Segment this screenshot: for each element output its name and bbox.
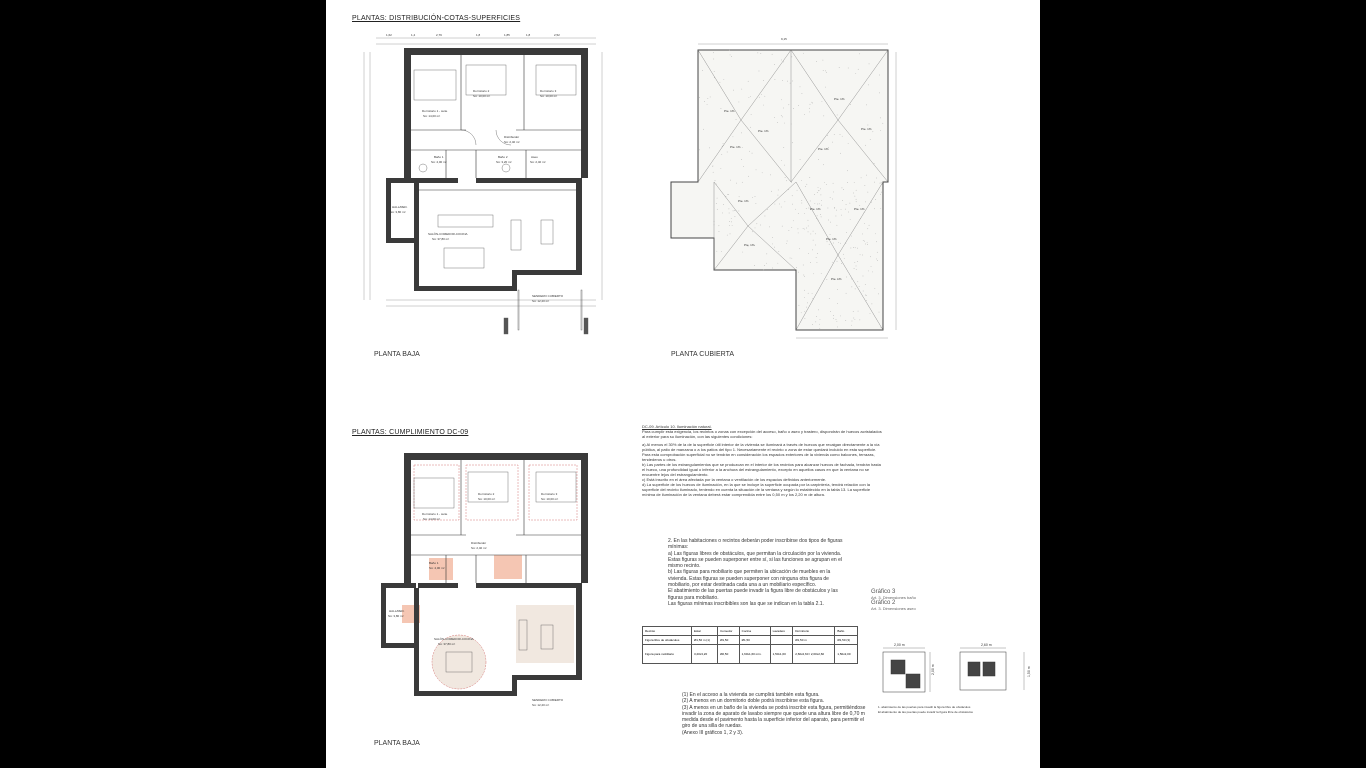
dc09-para: Para cumplir esta exigencia, los recintos o zonas con excepción del acceso, baño o aseo y trastero, dispondrán de huecos acristalados al exterior para su iluminación, con las siguientes condiciones: xyxy=(642,429,882,439)
room-area: Sú: 3,80 m² xyxy=(390,210,406,214)
room-area: Sú: 2,40 m² xyxy=(530,160,546,164)
figures-table: Recinto Estar Comedor Cocina Lavadero Dormitorio Baño Figura libre de obstáculos Ø1,50 m (1) Ø1,50 Ø1,50 Ø1,50 m Ø1,50 (3) Figura para mobiliario 3,20x3,20 Ø2,50 1,60x1,60 mín. 1,50x1,60 2,60x2,60 / 2,00x2,60 1,50x2,00 xyxy=(642,626,858,664)
note: (1) En el acceso a la vivienda se cumplirá también esta figura. xyxy=(682,692,820,698)
grafico-2-sub: Art. 3. Dimensiones aseo xyxy=(871,606,916,611)
svg-text:Sú: 2,40 m²: Sú: 2,40 m² xyxy=(471,546,487,550)
drawing-sheet xyxy=(326,0,1040,768)
svg-text:Sú: 3,80 m²: Sú: 3,80 m² xyxy=(388,614,404,618)
dc09-para: a) Al menos el 30% de la de la superficie útil interior de la vivienda se iluminará a través de huecos que recaigan directamente a la vía pública, al patio de manzana o a los patios del tipo 1. Necesariamente el recinto o zona de estar quedará incluido en esta superficie. Para esta comprobación superficial no se tendrán en consideración los espacios exteriores de la vivienda como balcones, terrazas, tendederos u otros. xyxy=(642,442,880,462)
caption-ground-bottom: PLANTA BAJA xyxy=(374,740,420,747)
grafico-3-sub: Art. 3. Dimensiones baño xyxy=(871,595,916,600)
svg-text:1,50 m: 1,50 m xyxy=(1027,666,1031,677)
room-area: Sú: 12,20 m² xyxy=(532,299,550,303)
room-label: Distribuidor xyxy=(504,135,520,139)
svg-text:Distribuidor: Distribuidor xyxy=(471,541,487,545)
svg-text:Dormitorio 2: Dormitorio 2 xyxy=(478,492,495,496)
dc09-heading: DC-09. Artículo 10. Iluminación natural. xyxy=(642,424,712,429)
svg-text:El abatimiento de las puertas: El abatimiento de las puertas puede invadir la figura libre de obstáculos xyxy=(878,710,973,714)
svg-text:Sú: 4,00 m²: Sú: 4,00 m² xyxy=(429,566,445,570)
room-area: Sú: 10,00 m² xyxy=(473,94,491,98)
grafico-3: Gráfico 3 xyxy=(871,589,896,595)
caption-roof: PLANTA CUBIERTA xyxy=(671,351,735,358)
svg-text:Pte. 1%: Pte. 1% xyxy=(861,127,872,131)
svg-text:Sú: 12,20 m²: Sú: 12,20 m² xyxy=(532,703,550,707)
svg-text:SALÓN-COMEDOR-COCINA: SALÓN-COMEDOR-COCINA xyxy=(434,637,474,641)
room-area: Sú: 2,40 m² xyxy=(504,140,520,144)
dc09-item: El abatimiento de las puertas puede invadir la figura libre de obstáculos y las figuras para mobiliario. xyxy=(668,588,838,601)
svg-text:Pte. 1%: Pte. 1% xyxy=(738,199,749,203)
svg-text:Pte. 1%: Pte. 1% xyxy=(730,145,741,149)
svg-text:Baño 1: Baño 1 xyxy=(429,561,439,565)
svg-text:Pte. 1%: Pte. 1% xyxy=(810,207,821,211)
note: (2) A menos en un dormitorio doble podrá inscribirse esta figura. xyxy=(682,698,825,705)
svg-text:2,52: 2,52 xyxy=(554,33,560,37)
title-bottom: PLANTAS: CUMPLIMIENTO DC-09 xyxy=(352,429,469,436)
room-label: SALÓN-COMEDOR-COCINA xyxy=(428,232,468,236)
room-label: Dormitorio 3 xyxy=(540,89,557,93)
room-area: Sú: 10,00 m² xyxy=(540,94,558,98)
diagram-captions xyxy=(878,705,973,714)
dc09-item: a) Las figuras libres de obstáculos, que permitan la circulación por la vivienda. Estas figuras se pueden superponer entre sí, si las funciones se agrupan en el mismo recinto. xyxy=(668,550,842,570)
room-label: HALL/RED. xyxy=(392,205,408,209)
svg-text:1,8: 1,8 xyxy=(476,33,481,37)
svg-text:Sú: 37,80 m²: Sú: 37,80 m² xyxy=(438,642,456,646)
grafico-2: Gráfico 2 xyxy=(871,600,896,606)
room-label: Dormitorio 1 - suite xyxy=(422,109,448,113)
dc09-item: b) Las figuras para mobiliario que permiten la ubicación de muebles en la vivienda. Estas figuras se pueden superponer con ninguna otra figura de mobiliario, por estar destinada cada una a un mobiliario específico. xyxy=(668,569,831,589)
svg-text:Pte. 1%: Pte. 1% xyxy=(826,237,837,241)
room-area: Sú: 37,80 m² xyxy=(432,237,450,241)
note: (Anexo III gráficos 1, 2 y 3). xyxy=(682,729,744,736)
svg-text:HALL/RED.: HALL/RED. xyxy=(389,609,405,613)
svg-text:9,15: 9,15 xyxy=(781,37,787,41)
svg-text:2,00 m: 2,00 m xyxy=(894,643,905,647)
svg-text:Pte. 1%: Pte. 1% xyxy=(834,97,845,101)
svg-text:1,62: 1,62 xyxy=(386,33,392,37)
room-area: Sú: 4,00 m² xyxy=(431,160,447,164)
title-top: PLANTAS: DISTRIBUCIÓN-COTAS-SUPERFICIES xyxy=(352,15,521,22)
svg-text:Pte. 1%: Pte. 1% xyxy=(724,109,735,113)
svg-text:Pte. 1%: Pte. 1% xyxy=(818,147,829,151)
svg-text:2,79: 2,79 xyxy=(436,33,442,37)
svg-text:1,85: 1,85 xyxy=(504,33,510,37)
room-area: Sú: 14,00 m² xyxy=(423,114,441,118)
dc09-para: b) Las partes de los estrangulamientos que se produzcan en el interior de los recintos para alcanzar huecos de fachada, tendrán hasta el hueco, una profundidad igual o inferior a la anchura del estrangulamiento, excepto en aquellos casos en que la ventana no se encuentre lejos del estrangulamiento. xyxy=(642,462,881,477)
dc09-para: d) La superficie de los huecos de iluminación, en la que se incluye la superficie ocupada por la carpintería, tendrá relación con la superficie del recinto iluminado, teniendo en cuenta la situación de la ventana y según lo establecido en la tabla 13. La superficie mínima de iluminación de la ventana deberá estar comprendida entre los 0,50 m y los 2,20 m de altura. xyxy=(642,482,871,497)
room-label: Dormitorio 2 xyxy=(473,89,490,93)
note: (3) A menos en un baño de la vivienda se podrá inscribir esta figura, permitiéndose invadir la zona de aparato de lavabo siempre que quede una altura libre de 0,70 m medida desde el pavimento hasta la superficie inferior del aparato, para permitir el giro de una silla de ruedas. xyxy=(682,704,866,730)
room-area: Sú: 3,20 m² xyxy=(496,160,512,164)
room-label: Baño 2 xyxy=(498,155,508,159)
room-label: Baño 1 xyxy=(434,155,444,159)
svg-text:1,4: 1,4 xyxy=(411,33,416,37)
diagram-aseo xyxy=(960,648,1024,690)
svg-text:Pte. 1%: Pte. 1% xyxy=(744,243,755,247)
room-label: SENDERO CUBIERTO xyxy=(532,294,564,298)
svg-text:Sú: 10,00 m²: Sú: 10,00 m² xyxy=(478,497,496,501)
dc09-diagrams xyxy=(326,0,1040,768)
svg-text:Pte. 1%: Pte. 1% xyxy=(831,277,842,281)
room-label: Aseo xyxy=(531,155,538,159)
svg-text:Dormitorio 3: Dormitorio 3 xyxy=(541,492,558,496)
caption-ground-top: PLANTA BAJA xyxy=(374,351,420,358)
dc09-item: 2. En las habitaciones o recintos deberán poder inscribirse dos tipos de figuras mínimas: xyxy=(668,538,843,551)
svg-text:1,8: 1,8 xyxy=(526,33,531,37)
svg-text:Pte. 1%: Pte. 1% xyxy=(758,129,769,133)
svg-text:2,60 m: 2,60 m xyxy=(981,643,992,647)
diagram-bano xyxy=(883,648,930,692)
svg-text:SENDERO CUBIERTO: SENDERO CUBIERTO xyxy=(532,698,564,702)
dc09-para: c) Está inscrito en el área afectada por la ventana o ventilación de los espacios definidos anteriormente. xyxy=(642,477,827,482)
svg-text:Dormitorio 1 - suite: Dormitorio 1 - suite xyxy=(422,512,448,516)
svg-text:Pte. 1%: Pte. 1% xyxy=(854,207,865,211)
svg-text:Sú: 10,00 m²: Sú: 10,00 m² xyxy=(541,497,559,501)
svg-text:1. abatimiento de las puertas: 1. abatimiento de las puertas para invadir la figura libre de obstáculos xyxy=(878,705,971,709)
svg-text:Sú: 14,00 m²: Sú: 14,00 m² xyxy=(423,517,441,521)
dc09-item: Las figuras mínimas inscribibles son las que se indican en la tabla 2.1. xyxy=(668,600,824,607)
svg-text:2,00 m: 2,00 m xyxy=(931,664,935,675)
